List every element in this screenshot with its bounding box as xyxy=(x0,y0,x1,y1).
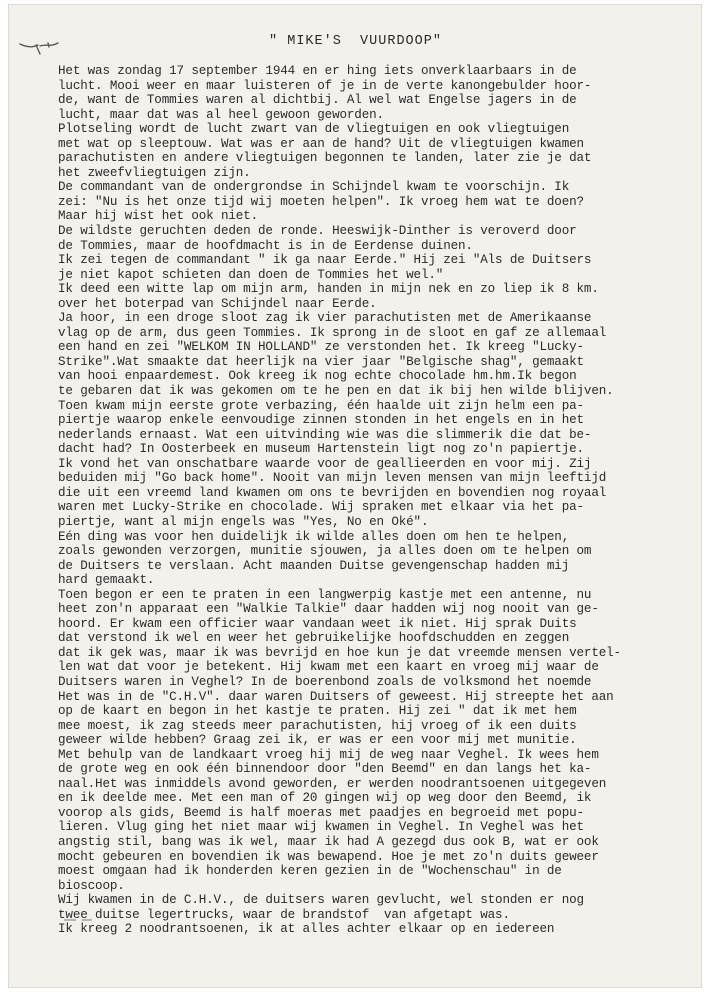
text-line: len wat dat voor je betekent. Hij kwam met een kaart en vroeg mij waar de xyxy=(58,660,599,675)
text-line: moest omgaan had ik honderden keren gezien in de "Wochenschau" in de xyxy=(58,864,562,879)
text-line: hoord. Er kwam een officier waar vandaan weet ik niet. Hij sprak Duits xyxy=(58,616,577,631)
text-line: Strike".Wat smaakte dat heerlijk na vier jaar "Belgische shag", gemaakt xyxy=(58,354,584,369)
text-line: een hand en zei "WELKOM IN HOLLAND" ze verstonden het. Ik kreeg "Lucky- xyxy=(58,340,584,355)
text-line: Ik kreeg 2 noodrantsoenen, ik at alles achter elkaar op en iedereen xyxy=(58,922,555,937)
text-line: de Tommies, maar de hoofdmacht is in de Eerdense duinen. xyxy=(58,238,473,253)
text-line: lucht. Mooi weer en maar luisteren of je in de verte kanongebulder hoor- xyxy=(58,78,592,93)
text-line: mee moest, ik zag steeds meer parachutisten, hij vroeg of ik een duits xyxy=(58,718,577,733)
text-line: Plotseling wordt de lucht zwart van de vliegtuigen en ook vliegtuigen xyxy=(58,122,570,137)
text-line: en ik deelde mee. Met een man of 20 gingen wij op weg door den Beemd, ik xyxy=(58,791,592,806)
text-line: Ja hoor, in een droge sloot zag ik vier parachutisten met de Amerikaanse xyxy=(58,311,592,326)
text-line: geweer wilde hebben? Graag zei ik, er was er een voor mij met munitie. xyxy=(58,733,577,748)
text-line: van hooi enpaardemest. Ook kreeg ik nog echte chocolade hm.hm.Ik begon xyxy=(58,369,577,384)
document-body xyxy=(58,64,698,937)
text-line: dat ik gek was, maar ik was bevrijd en hoe kun je dat vreemde mensen vertel- xyxy=(58,645,621,660)
text-line: angstig stil, bang was ik wel, maar ik had A gezegd dus ook B, wat er ook xyxy=(58,834,599,849)
text-line: je niet kapot schieten dan doen de Tommies het wel." xyxy=(58,267,444,282)
text-line: waren met Lucky-Strike en chocolade. Wij spraken met elkaar via het pa- xyxy=(58,500,584,515)
text-line: de, want de Tommies waren al dichtbij. Al wel wat Engelse jagers in de xyxy=(58,93,577,108)
text-line: nederlands ernaast. Wat een uitvinding wie was die slimmerik die dat be- xyxy=(58,427,592,442)
text-line: piertje waarop enkele eenvoudige zinnen stonden in het engels en in het xyxy=(58,413,584,428)
text-line: voorop als gids, Beemd is half moeras met paadjes en begroeid met popu- xyxy=(58,805,584,820)
text-line: vlag op de arm, dus geen Tommies. Ik sprong in de sloot en gaf ze allemaal xyxy=(58,325,607,340)
text-line: over het boterpad van Schijndel naar Eerde. xyxy=(58,296,377,311)
text-line: De commandant van de ondergrondse in Schijndel kwam te voorschijn. Ik xyxy=(58,180,570,195)
text-line: parachutisten en andere vliegtuigen begonnen te landen, later zie je dat xyxy=(58,151,592,166)
text-line: met wat op sleeptouw. Wat was er aan de hand? Uit de vliegtuigen kwamen xyxy=(58,136,584,151)
text-line: Ik deed een witte lap om mijn arm, handen in mijn nek en zo liep ik 8 km. xyxy=(58,282,599,297)
text-line: Ik vond het van onschatbare waarde voor de geallieerden en voor mij. Zij xyxy=(58,456,592,471)
text-line: Wij kwamen in de C.H.V., de duitsers waren gevlucht, wel stonden er nog xyxy=(58,893,584,908)
text-line: mocht gebeuren en bovendien ik was bewapend. Hoe je met zo'n duits geweer xyxy=(58,849,599,864)
text-line: naal.Het was inmiddels avond geworden, er werden noodrantsoenen uitgegeven xyxy=(58,776,607,791)
text-line: de Duitsers te verslaan. Acht maanden Duitse gevengenschap hadden mij xyxy=(58,558,570,573)
text-line: bioscoop. xyxy=(58,878,125,893)
text-line: heet zon'n apparaat een "Walkie Talkie" daar hadden wij nog nooit van ge- xyxy=(58,602,599,617)
text-line: dacht had? In Oosterbeek en museum Hartenstein ligt nog zo'n papiertje. xyxy=(58,442,584,457)
text-line: zoals gewonden verzorgen, munitie sjouwen, ja alles doen om te helpen om xyxy=(58,544,592,559)
text-line: te gebaren dat ik was gekomen om te he pen en dat ik bij hen wilde blijven. xyxy=(58,384,614,399)
text-line: twee duitse legertrucks, waar de brandstof van afgetapt was. xyxy=(58,907,510,922)
text-line: die uit een vreemd land kwamen om ons te bevrijden en bovendien nog royaal xyxy=(58,485,607,500)
text-line: de grote weg en ook één binnendoor door "den Beemd" en dan langs het ka- xyxy=(58,762,592,777)
text-line: Het was in de "C.H.V". daar waren Duitsers of geweest. Hij streepte het aan xyxy=(58,689,614,704)
text-line: Toen begon er een te praten in een langwerpig kastje met een antenne, nu xyxy=(58,587,592,602)
text-line: beduiden mij "Go back home". Nooit van mijn leven mensen van mijn leeftijd xyxy=(58,471,607,486)
text-line: Met behulp van de landkaart vroeg hij mij de weg naar Veghel. Ik wees hem xyxy=(58,747,599,762)
text-line: zei: "Nu is het onze tijd wij moeten helpen". Ik vroeg hem wat te doen? xyxy=(58,194,584,209)
document-title: " MIKE'S VUURDOOP" xyxy=(269,34,442,49)
ink-mark xyxy=(62,918,102,922)
text-line: Duitsers waren in Veghel? In de boerenbond zoals de volksmond het noemde xyxy=(58,674,592,689)
text-line: Toen kwam mijn eerste grote verbazing, één haalde uit zijn helm een pa- xyxy=(58,398,584,413)
text-line: Ik zei tegen de commandant " ik ga naar Eerde." Hij zei "Als de Duitsers xyxy=(58,253,592,268)
text-line: piertje, want al mijn engels was "Yes, No en Oké". xyxy=(58,514,429,529)
text-line: Eén ding was voor hen duidelijk ik wilde alles doen om hen te helpen, xyxy=(58,529,570,544)
text-line: Maar hij wist het ook niet. xyxy=(58,209,259,224)
text-line: Het was zondag 17 september 1944 en er hing iets onverklaarbaars in de xyxy=(58,64,577,78)
text-line: hard gemaakt. xyxy=(58,573,155,588)
text-line: het zweefvliegtuigen zijn. xyxy=(58,165,251,180)
text-line: lieren. Vlug ging het niet maar wij kwamen in Veghel. In Veghel was het xyxy=(58,820,584,835)
text-line: De wildste geruchten deden de ronde. Heeswijk-Dinther is veroverd door xyxy=(58,224,577,239)
text-line: dat verstond ik wel en weer het gebruikelijke hoofdschudden en zeggen xyxy=(58,631,570,646)
text-line: op de kaart en begon in het kastje te praten. Hij zei " dat ik met hem xyxy=(58,704,577,719)
text-line: lucht, maar dat was al heel gewoon geworden. xyxy=(58,107,384,122)
